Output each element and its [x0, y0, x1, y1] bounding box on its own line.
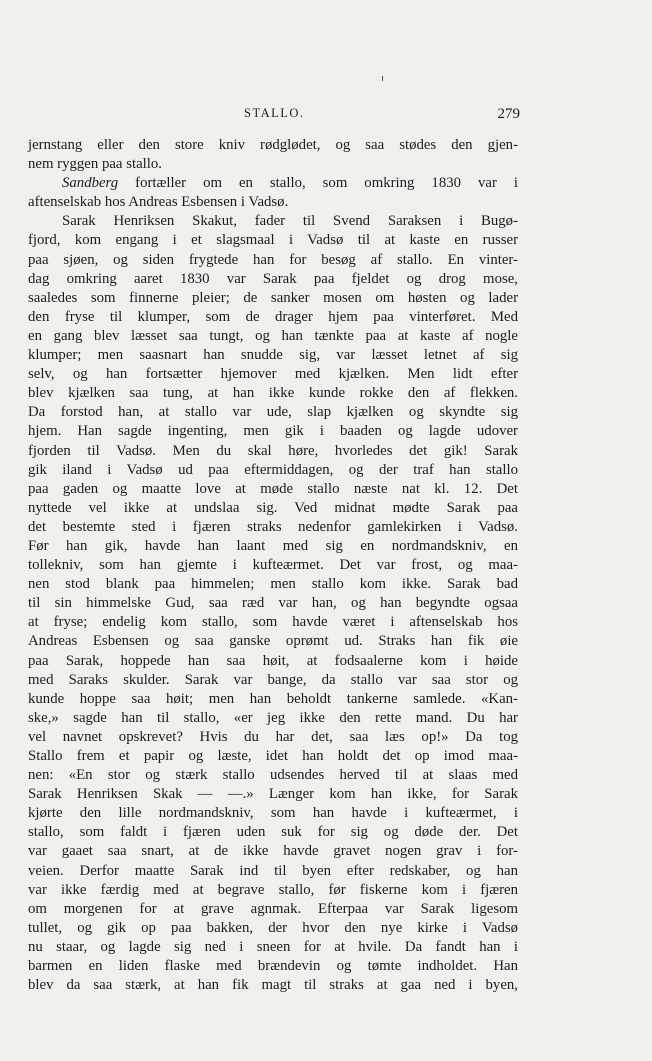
text-line: om morgenen for at grave agnmak. Efterpaa var Sarak ligesom: [28, 900, 518, 917]
text-line: barmen en liden flaske med brændevin og tømte indholdet. Han: [28, 958, 518, 975]
text-line: gik iland i Vadsø ud paa eftermiddagen, og der traf han stallo: [28, 461, 518, 478]
text-line: Da forstod han, at stallo var ude, slap kjælken og skyndte sig: [28, 404, 518, 421]
text-line: nyttede vel ikke at undslaa sig. Ved midnat mødte Sarak paa: [28, 499, 518, 516]
text-line: dag omkring aaret 1830 var Sarak paa fjeldet og drog mose,: [28, 270, 518, 287]
text-line: saaledes som finnerne pleier; de sanker mosen om høsten og lader: [28, 289, 518, 306]
text-line-with-author: [28, 174, 518, 193]
page-mark: [382, 76, 383, 81]
text-line: klumper; men saasnart han snudde sig, var læsset letnet af sig: [28, 347, 518, 364]
author-name: Sandberg: [62, 175, 119, 192]
text-line: det bestemte sted i fjæren straks nedenfor gamlekirken i Vadsø.: [28, 518, 518, 535]
text-line: Sarak Henriksen Skakut, fader til Svend Saraksen i Bugø-: [62, 213, 518, 230]
text-line: Før han gik, havde han laant med sig en nordmandskniv, en: [28, 537, 518, 554]
text-line: med Saraks skulder. Sarak var bange, da stallo var saa stor og: [28, 671, 518, 688]
text-line: var gaaet saa snart, at de ikke havde gravet nogen grav i for-: [28, 843, 518, 860]
body-text: [28, 136, 518, 995]
text-line: aftenselskab hos Andreas Esbensen i Vadsø.: [28, 194, 289, 211]
text-line: tollekniv, som han gjemte i kufteærmet. Det var frost, og maa-: [28, 557, 518, 574]
text-line: kunde hoppe saa høit; men han beholdt tankerne samlede. «Kan-: [28, 690, 518, 707]
text-line: nen stod blank paa himmelen; men stallo kom ikke. Sarak bad: [28, 576, 518, 593]
text-line: nem ryggen paa stallo.: [28, 156, 162, 173]
running-head: STALLO.: [244, 106, 305, 120]
text-line: vel navnet opskrevet? Hvis du har det, saa læs op!» Da tog: [28, 728, 518, 745]
page-number: 279: [497, 106, 520, 122]
text-line: nen: «En stor og stærk stallo udsendes herved til at slaas med: [28, 767, 518, 784]
text-line: kjørte den lille nordmandskniv, som han havde i kufteærmet, i: [28, 805, 518, 822]
text-line: paa Sarak, hoppede han saa høit, at fodsaalerne kom i høide: [28, 652, 518, 669]
text-line: selv, og han fortsætter hjemover med kjælken. Men lidt efter: [28, 366, 518, 383]
text-line: en gang blev læsset saa tungt, og han tænkte paa at kaste af nogle: [28, 327, 518, 344]
text-line: blev da saa stærk, at han fik magt til straks at gaa ned i byen,: [28, 977, 518, 994]
text-line: veien. Derfor maatte Sarak ind til byen efter redskaber, og han: [28, 862, 518, 879]
text-line: ske,» sagde han til stallo, «er jeg ikke den rette mand. Du har: [28, 709, 518, 726]
text-line: paa sjøen, og siden frygtede han for besøg af stallo. En vinter-: [28, 251, 518, 268]
text-line: hjem. Han sagde ingenting, men gik i baaden og lagde udover: [28, 423, 518, 440]
text-line: Andreas Esbensen og saa ganske oprømt ud. Straks han fik øie: [28, 633, 518, 650]
text-line: Sarak Henriksen Skak — —.» Længer kom han ikke, for Sarak: [28, 786, 518, 803]
text-line: til sin himmelske Gud, saa ræd var han, og han begyndte ogsaa: [28, 595, 518, 612]
text-line: tullet, og gik op paa bakken, der hvor den nye kirke i Vadsø: [28, 919, 518, 936]
text-line: den fryse til klumper, som de drager hjem paa vinterføret. Med: [28, 308, 518, 325]
text-line-rest: fortæller om en stallo, som omkring 1830 var i: [135, 175, 518, 192]
text-line: fjord, kom engang i et slagsmaal i Vadsø til at kaste en russer: [28, 232, 518, 249]
text-line: paa gaden og maatte love at møde stallo næste nat kl. 12. Det: [28, 480, 518, 497]
text-line: jernstang eller den store kniv rødglødet, og saa stødes den gjen-: [28, 137, 518, 153]
text-line: fjorden til Vadsø. Men du skal høre, hvorledes det gik! Sarak: [28, 442, 518, 459]
text-line: Stallo frem et papir og læste, idet han holdt det op imod maa-: [28, 748, 518, 764]
text-line: at fryse; endelig kom stallo, som havde været i aftenselskab hos: [28, 614, 518, 631]
text-line: var ikke færdig med at begrave stallo, før fiskerne kom i fjæren: [28, 881, 518, 898]
text-line: nu staar, og lagde sig ned i sneen for at hvile. Da fandt han i: [28, 938, 518, 955]
text-line: stallo, som faldt i fjæren uden suk for sig og døde der. Det: [28, 824, 518, 841]
text-line: blev kjælken saa tung, at han ikke kunde rokke den af flekken.: [28, 385, 518, 402]
